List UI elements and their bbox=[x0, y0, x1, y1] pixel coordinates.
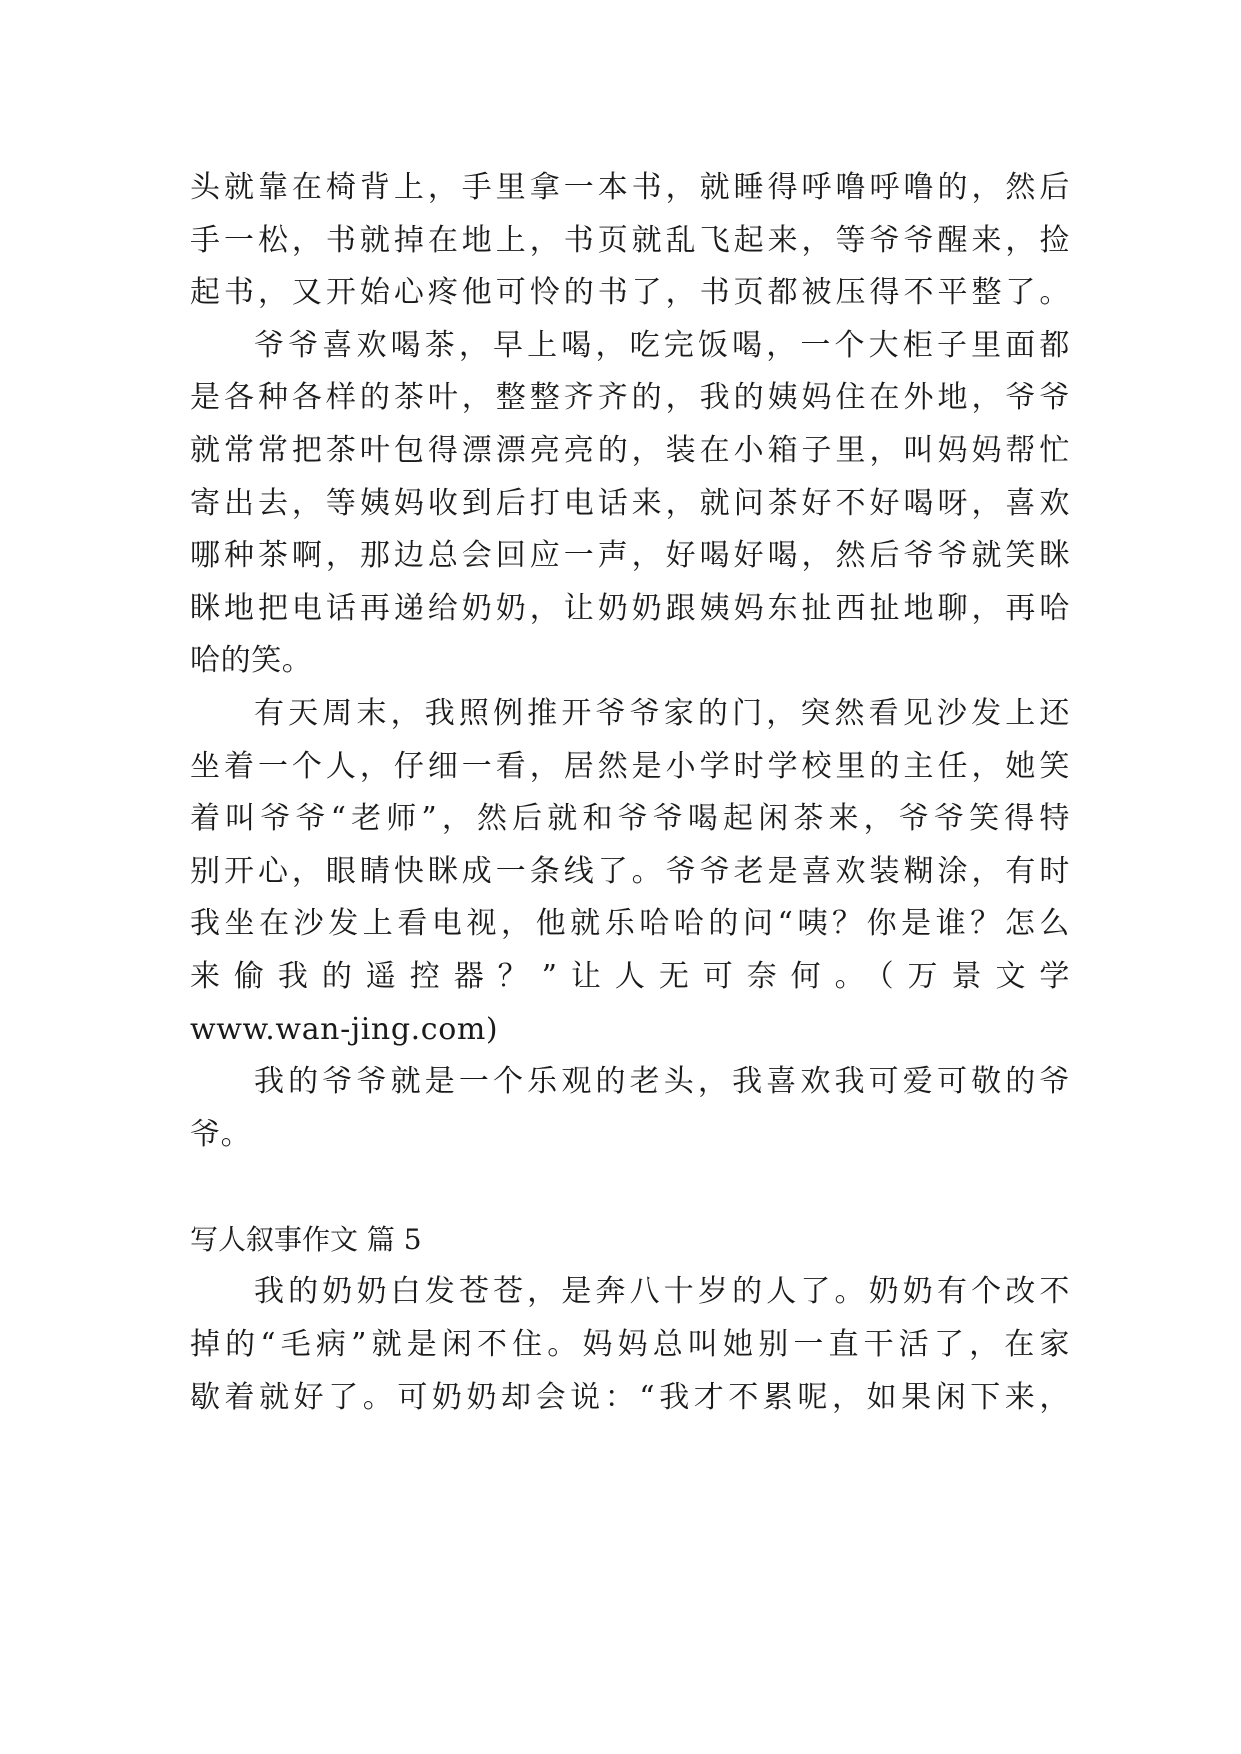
text-line: 别开心，眼睛快眯成一条线了。爷爷老是喜欢装糊涂，有时 bbox=[190, 853, 1070, 889]
text-line: 我坐在沙发上看电视，他就乐哈哈的问“咦？你是谁？怎么 bbox=[190, 906, 1070, 942]
text-line: 来偷我的遥控器？”让人无可奈何。（万景文学 bbox=[190, 958, 1070, 994]
text-line: 掉的“毛病”就是闲不住。妈妈总叫她别一直干活了，在家 bbox=[190, 1327, 1070, 1363]
paragraph bbox=[190, 320, 1070, 688]
text-line: 我的奶奶白发苍苍，是奔八十岁的人了。奶奶有个改不 bbox=[254, 1274, 1070, 1310]
paragraph bbox=[190, 1266, 1070, 1424]
text-line: www.wan-jing.com) bbox=[190, 1011, 499, 1047]
paragraph-gap bbox=[190, 1161, 1070, 1214]
text-line: 我的爷爷就是一个乐观的老头，我喜欢我可爱可敬的爷 bbox=[254, 1064, 1070, 1100]
text-line: 哪种茶啊，那边总会回应一声，好喝好喝，然后爷爷就笑眯 bbox=[190, 538, 1070, 574]
text-line: 坐着一个人，仔细一看，居然是小学时学校里的主任，她笑 bbox=[190, 748, 1070, 784]
text-line: 哈的笑。 bbox=[190, 643, 313, 679]
text-line: 有天周末，我照例推开爷爷家的门，突然看见沙发上还 bbox=[254, 695, 1070, 731]
paragraph bbox=[190, 162, 1070, 320]
text-line: 头就靠在椅背上，手里拿一本书，就睡得呼噜呼噜的，然后 bbox=[190, 170, 1070, 205]
text-line: 是各种各样的茶叶，整整齐齐的，我的姨妈住在外地，爷爷 bbox=[190, 380, 1070, 416]
text-line: 手一松，书就掉在地上，书页就乱飞起来，等爷爷醒来，捡 bbox=[190, 222, 1070, 258]
text-line: 寄出去，等姨妈收到后打电话来，就问茶好不好喝呀，喜欢 bbox=[190, 485, 1070, 521]
text-line: 着叫爷爷“老师”，然后就和爷爷喝起闲茶来，爷爷笑得特 bbox=[190, 801, 1070, 837]
text-line: 爷爷喜欢喝茶，早上喝，吃完饭喝，一个大柜子里面都 bbox=[254, 327, 1070, 363]
text-line: 眯地把电话再递给奶奶，让奶奶跟姨妈东扯西扯地聊，再哈 bbox=[190, 590, 1070, 626]
section-heading: 写人叙事作文 篇 5 bbox=[190, 1222, 422, 1256]
text-line: 歇着就好了。可奶奶却会说：“我才不累呢，如果闲下来， bbox=[190, 1379, 1070, 1415]
text-line: 爷。 bbox=[190, 1116, 252, 1152]
text-line: 就常常把茶叶包得漂漂亮亮的，装在小箱子里，叫妈妈帮忙 bbox=[190, 432, 1070, 468]
paragraph bbox=[190, 1056, 1070, 1161]
text-line: 起书，又开始心疼他可怜的书了，书页都被压得不平整了。 bbox=[190, 275, 1070, 311]
paragraph bbox=[190, 688, 1070, 1056]
document-page bbox=[190, 162, 1070, 1424]
